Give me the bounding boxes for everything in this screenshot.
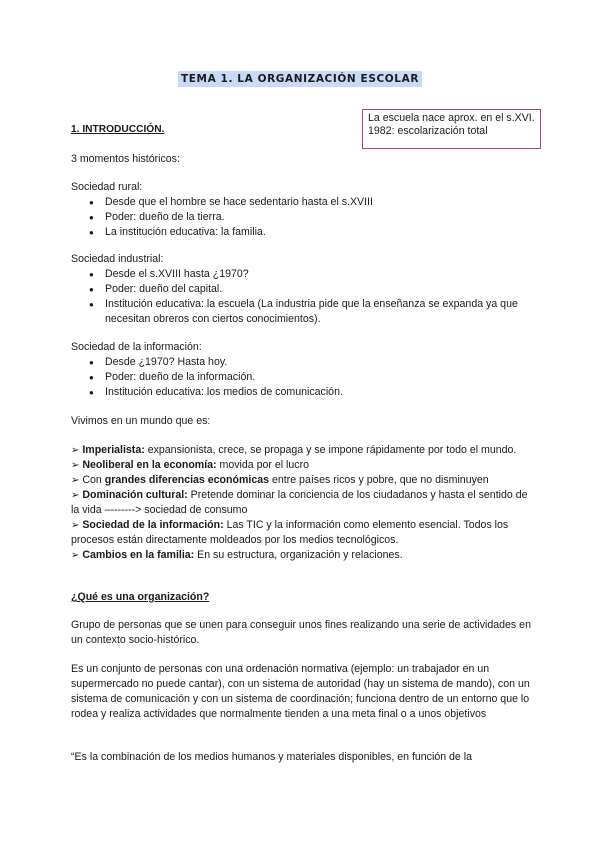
list-item: ● Desde el s.XVIII hasta ¿1970? — [71, 267, 531, 282]
feature-item: ➢ Dominación cultural: Pretende dominar la conciencia de los ciudadanos y hasta el sentido de la vida –-------> sociedad de consumo — [71, 489, 528, 516]
section-heading-organizacion: ¿Qué es una organización? — [71, 591, 210, 603]
arrow-bullet-icon: ➢ — [71, 490, 80, 501]
feature-item: ➢ Cambios en la familia: En su estructura, organización y relaciones. — [71, 549, 403, 561]
list-item: ● Desde que el hombre se hace sedentario hasta el s.XVIII — [71, 195, 531, 210]
society-information — [71, 340, 531, 400]
arrow-bullet-icon: ➢ — [71, 550, 80, 561]
list-item: ● Institución educativa: los medios de comunicación. — [71, 385, 531, 400]
feature-item: ➢ Con grandes diferencias económicas entre países ricos y pobre, que no disminuyen — [71, 474, 489, 486]
arrow-bullet-icon: ➢ — [71, 445, 80, 456]
world-intro: Vivimos en un mundo que es: — [71, 415, 211, 427]
moments-intro: 3 momentos históricos: — [71, 153, 180, 165]
page-title-text: TEMA 1. LA ORGANIZACIÓN ESCOLAR — [178, 71, 422, 87]
list-item: ● Poder: dueño de la tierra. — [71, 210, 531, 225]
society-list — [71, 195, 531, 240]
society-list — [71, 355, 531, 400]
society-name: Sociedad industrial: — [71, 253, 164, 265]
arrow-bullet-icon: ➢ — [71, 520, 80, 531]
paragraph: Grupo de personas que se unen para conseguir unos fines realizando una serie de actividades en un contexto socio-histórico. — [71, 619, 531, 646]
list-item: ● Poder: dueño del capital. — [71, 282, 531, 297]
society-industrial — [71, 252, 531, 327]
paragraph: “Es la combinación de los medios humanos y materiales disponibles, en función de la — [71, 751, 473, 763]
list-item: ● La institución educativa: la familia. — [71, 225, 531, 240]
list-item: ● Poder: dueño de la información. — [71, 370, 531, 385]
society-name: Sociedad rural: — [71, 181, 143, 193]
society-list — [71, 267, 531, 327]
note-line-2: 1982: escolarización total — [368, 125, 488, 137]
list-item: ● Desde ¿1970? Hasta hoy. — [71, 355, 531, 370]
feature-item: ➢ Imperialista: expansionista, crece, se propaga y se impone rápidamente por todo el mundo. — [71, 444, 517, 456]
feature-item: ➢ Sociedad de la información: Las TIC y la información como elemento esencial. Todos los procesos están directamente moldeados por los medios tecnológicos. — [71, 519, 509, 546]
note-line-1: La escuela nace aprox. en el s.XVI. — [368, 112, 535, 124]
society-name: Sociedad de la información: — [71, 341, 202, 353]
section-heading-introduccion: 1. INTRODUCCIÓN. — [71, 124, 165, 135]
arrow-bullet-icon: ➢ — [71, 475, 80, 486]
feature-item: ➢ Neoliberal en la economía: movida por el lucro — [71, 459, 310, 471]
page-title — [0, 73, 600, 85]
society-rural — [71, 180, 531, 240]
list-item: ● Institución educativa: la escuela (La industria pide que la enseñanza se expanda ya que necesitan obreros con ciertos conocimientos). — [71, 297, 531, 327]
arrow-bullet-icon: ➢ — [71, 460, 80, 471]
paragraph: Es un conjunto de personas con una ordenación normativa (ejemplo: un trabajador en un supermercado no puede cantar), con un sistema de autoridad (hay un sistema de mando), con un sistema de comunicación y con un sistema de coordinación; funciona dentro de un entorno que lo rodea y realiza actividades que normalmente tienden a una meta final o a unos objetivos — [71, 663, 530, 720]
features-list — [71, 443, 531, 563]
